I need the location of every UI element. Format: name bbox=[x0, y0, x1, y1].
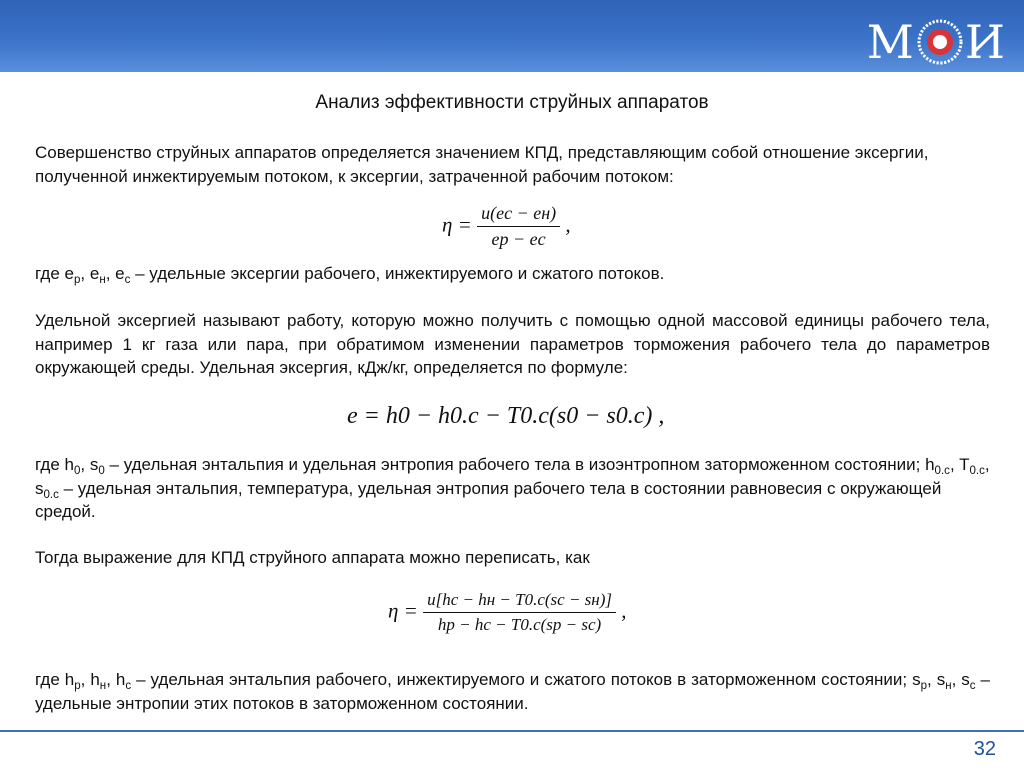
formula3-numerator: u[hc − hн − T0.c(sc − sн)] bbox=[423, 590, 616, 613]
logo-letter-m: М bbox=[866, 15, 915, 69]
paragraph-exergy-definitions: где $e_р$, $e_н$, $e_c$ – удельные эксергии рабочего, инжектируемого и сжатого потоков. bbox=[35, 264, 665, 287]
footer-divider bbox=[0, 730, 1024, 732]
paragraph-intro: Совершенство струйных аппаратов определяется значением КПД, представляющим собой отношение эксергии, полученной инжектируемым потоком, к эксергии, затраченной рабочим потоком: bbox=[35, 143, 929, 186]
paragraph-stagnation-state: где $h_р$, $h_н$, $h_c$ – удельная энтальпия рабочего, инжектируемого и сжатого потоков в заторможенном состоянии; $s_р$, $s_н$, $s_c$ – удельные энтропии этих потоков в заторможенном состоянии. bbox=[35, 670, 990, 713]
formula-specific-exergy: e = h0 − h0.c − T0.c(s0 − s0.c) , bbox=[347, 403, 665, 429]
paragraph-rewrite: Тогда выражение для КПД струйного аппарата можно переписать, как bbox=[35, 548, 590, 567]
mei-logo bbox=[866, 15, 1006, 69]
logo-letter-i: И bbox=[964, 15, 1006, 69]
paragraph-specific-exergy: Удельной эксергией называют работу, которую можно получить с помощью одной массовой единицы рабочего тела, например 1 кг газа или пара, при обратимом изменении параметров торможения рабочего тела до параметров окружающей среды. Удельная эксергия, кДж/кг, определяется по формуле: bbox=[35, 311, 990, 377]
formula-efficiency-exergy: η = $\frac{u(ec - eн)}{eр - ec}$ , bbox=[442, 203, 571, 249]
formula1-numerator: u(ec − eн) bbox=[477, 203, 560, 227]
formula3-denominator: hр − hc − T0.c(sр − sc) bbox=[437, 615, 602, 634]
formula-efficiency-enthalpy: η = $\frac{u[hc - hн - T0.c(sc - sн)]}{hр - hc - T0.c(sр - sc)}$ , bbox=[388, 590, 627, 634]
sun-emblem-icon bbox=[917, 19, 963, 65]
paragraph-enthalpy-entropy: где $h_0$, $s_0$ – удельная энтальпия и удельная энтропия рабочего тела в изоэнтропном заторможенном состоянии; $h_{0.c}$, $T_{0.c}$, $s_{0.c}$ – удельная энтальпия, температура, удельная энтропия рабочего тела в состоянии равновесия с окружающей средой. bbox=[35, 455, 990, 521]
slide-title: Анализ эффективности струйных аппаратов bbox=[315, 92, 709, 113]
page-number: 32 bbox=[973, 738, 996, 760]
slide-header bbox=[0, 0, 1024, 72]
formula1-denominator: eр − ec bbox=[491, 229, 546, 249]
